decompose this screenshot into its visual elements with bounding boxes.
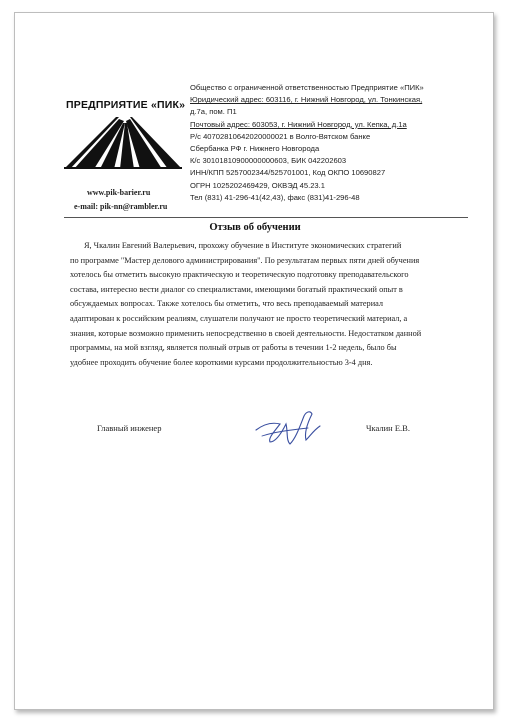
header-divider xyxy=(64,217,468,218)
company-email: e-mail: pik-nn@rambler.ru xyxy=(74,202,168,211)
company-website: www.pik-barier.ru xyxy=(87,188,151,197)
org-line: Юридический адрес: 603116, г. Нижний Новгород, ул. Тонкинская, xyxy=(190,95,423,105)
org-line: К/с 30101810900000000603, БИК 042202603 xyxy=(190,156,347,166)
letter-title: Отзыв об обучении xyxy=(209,222,301,233)
body-line: состава, интересно вести диалог со специалистами, имеющими богатый практический опыт в xyxy=(70,284,403,294)
signer-name: Чкалин Е.В. xyxy=(366,423,410,433)
signer-position: Главный инженер xyxy=(97,423,162,433)
org-line: д.7а, пом. П1 xyxy=(190,107,237,117)
body-line: обсуждаемых вопросах. Также хотелось бы отметить, что весь преподаваемый материал xyxy=(70,299,384,309)
org-line: ИНН/КПП 5257002344/525701001, Код ОКПО 10690827 xyxy=(190,168,386,178)
letter-body xyxy=(70,239,472,370)
org-line: ОГРН 1025202469429, ОКВЭД 45.23.1 xyxy=(190,180,325,190)
org-line: Тел (831) 41-296-41(42,43), факс (831)41-296-48 xyxy=(190,192,360,202)
body-line: по программе "Мастер делового администрирования". По результатам первых пяти дней обучения xyxy=(70,255,420,265)
body-line: программы, на мой взгляд, является полный отрыв от работы в течении 1-2 недель, было бы xyxy=(70,343,397,353)
org-line: Общество с ограниченной ответственностью Предприятие «ПИК» xyxy=(190,83,424,92)
body-line: хотелось бы отметить высокую практическую и теоретическую подготовку преподавательского xyxy=(70,270,409,280)
organization-details xyxy=(190,82,472,204)
body-line: знания, которые возможно применить непосредственно в своей деятельности. Недостатком данной xyxy=(70,328,422,338)
company-logo-title: ПРЕДПРИЯТИЕ «ПИК» xyxy=(66,99,186,111)
handwritten-signature xyxy=(250,402,330,452)
body-line: Я, Чкалин Евгений Валерьевич, прохожу обучение в Институте экономических стратегий xyxy=(84,241,402,250)
road-logo-icon xyxy=(64,113,182,169)
body-line: адаптирован к российским реалиям, слушатели получают не просто теоретический материал, а xyxy=(70,313,408,323)
org-line: Сбербанка РФ г. Нижнего Новгорода xyxy=(190,144,320,154)
org-line: Почтовый адрес: 603053, г. Нижний Новгород, ул. Кепка, д.1а xyxy=(190,119,407,129)
body-line: удобнее проходить обучение более короткими курсами продолжительностью 3-4 дня. xyxy=(70,357,373,367)
org-line: Р/с 40702810642020000021 в Волго-Вятском банке xyxy=(190,131,371,141)
